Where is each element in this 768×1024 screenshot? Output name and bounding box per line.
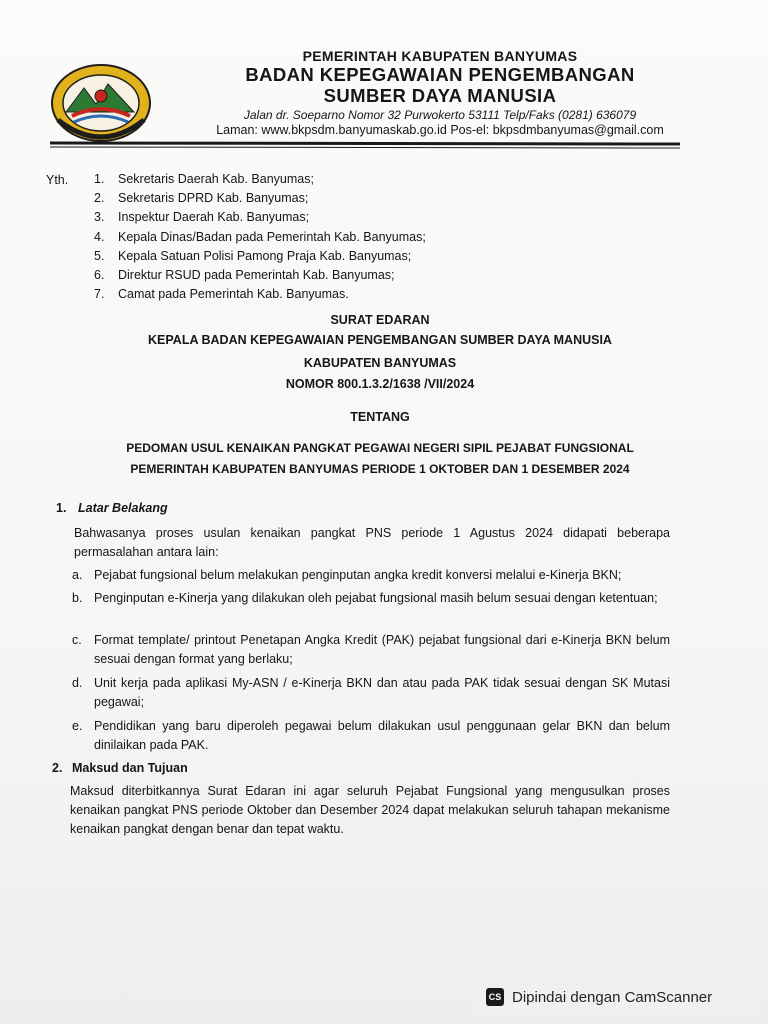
list-item: e. Pendidikan yang baru diperoleh pegawai belum dilakukan usul penggunaan gelar BKN dan belum dinilaikan pada PAK.: [72, 719, 670, 752]
subject-line2: PEMERINTAH KABUPATEN BANYUMAS PERIODE 1 OKTOBER DAN 1 DESEMBER 2024: [130, 462, 630, 476]
list-item: a. Pejabat fungsional belum melakukan penginputan angka kredit konversi melalui e-Kinerja BKN;: [72, 568, 622, 582]
regency-emblem-icon: [50, 62, 152, 144]
list-item: 2. Sekretaris DPRD Kab. Banyumas;: [94, 191, 309, 206]
recipients-label: Yth.: [46, 173, 69, 187]
list-item: 6. Direktur RSUD pada Pemerintah Kab. Banyumas;: [94, 267, 395, 282]
section1-title: Latar Belakang: [78, 501, 168, 515]
watermark-text: Dipindai dengan CamScanner: [512, 988, 713, 1006]
subject-line1: PEDOMAN USUL KENAIKAN PANGKAT PEGAWAI NEGERI SIPIL PEJABAT FUNGSIONAL: [126, 441, 634, 455]
agency-name-line2: SUMBER DAYA MANUSIA: [323, 85, 557, 106]
list-item: c. Format template/ printout Penetapan Angka Kredit (PAK) pejabat fungsional dari e-Kinerja BKN belum sesuai dengan format yang berlaku;: [72, 633, 670, 666]
letterhead-rule-thin: [50, 146, 680, 148]
recipients-list: [94, 170, 426, 304]
camscanner-watermark: [472, 982, 754, 1012]
section2-text: Maksud diterbitkannya Surat Edaran ini agar seluruh Pejabat Fungsional yang mengusulkan proses kenaikan pangkat PNS periode Oktober dan Desember 2024 dapat melakukan seluruh tahapan mekanisme kenaikan pangkat dengan benar dan tepat waktu.: [70, 784, 670, 836]
list-item: 7. Camat pada Pemerintah Kab. Banyumas.: [94, 287, 349, 302]
section1-intro: Bahwasanya proses usulan kenaikan pangkat PNS periode 1 Agustus 2024 didapati beberapa permasalahan antara lain:: [74, 526, 670, 559]
document-type: SURAT EDARAN: [330, 313, 430, 327]
list-item: 3. Inspektur Daerah Kab. Banyumas;: [94, 210, 310, 225]
agency-address: Jalan dr. Soeparno Nomor 32 Purwokerto 53111 Telp/Faks (0281) 636079: [243, 108, 637, 122]
list-item: b. Penginputan e-Kinerja yang dilakukan oleh pejabat fungsional masih belum sesuai dengan ketentuan;: [72, 591, 658, 605]
issuer-line2: KABUPATEN BANYUMAS: [303, 356, 457, 370]
document-number: NOMOR 800.1.3.2/1638 /VII/2024: [285, 377, 475, 391]
list-item: 5. Kepala Satuan Polisi Pamong Praja Kab. Banyumas;: [94, 248, 412, 263]
agency-name-line1: BADAN KEPEGAWAIAN PENGEMBANGAN: [245, 64, 635, 85]
list-item: 1. Sekretaris Daerah Kab. Banyumas;: [94, 172, 314, 186]
letterhead: [180, 48, 700, 138]
section2-title: Maksud dan Tujuan: [72, 761, 188, 775]
list-item: 4. Kepala Dinas/Badan pada Pemerintah Kab. Banyumas;: [94, 229, 426, 244]
about-label: TENTANG: [350, 410, 410, 424]
list-item: d. Unit kerja pada aplikasi My-ASN / e-Kinerja BKN dan atau pada PAK tidak sesuai dengan SK Mutasi pegawai;: [72, 676, 670, 709]
government-name: PEMERINTAH KABUPATEN BANYUMAS: [302, 48, 578, 64]
agency-contact: Laman: www.bkpsdm.banyumaskab.go.id Pos-el: bkpsdmbanyumas@gmail.com: [216, 123, 664, 137]
camscanner-icon: CS: [486, 988, 504, 1006]
section2-number: 2.: [52, 761, 63, 775]
issuer-line1: KEPALA BADAN KEPEGAWAIAN PENGEMBANGAN SUMBER DAYA MANUSIA: [148, 333, 612, 347]
section1-number: 1.: [56, 501, 67, 515]
letterhead-rule-thick: [50, 141, 680, 145]
